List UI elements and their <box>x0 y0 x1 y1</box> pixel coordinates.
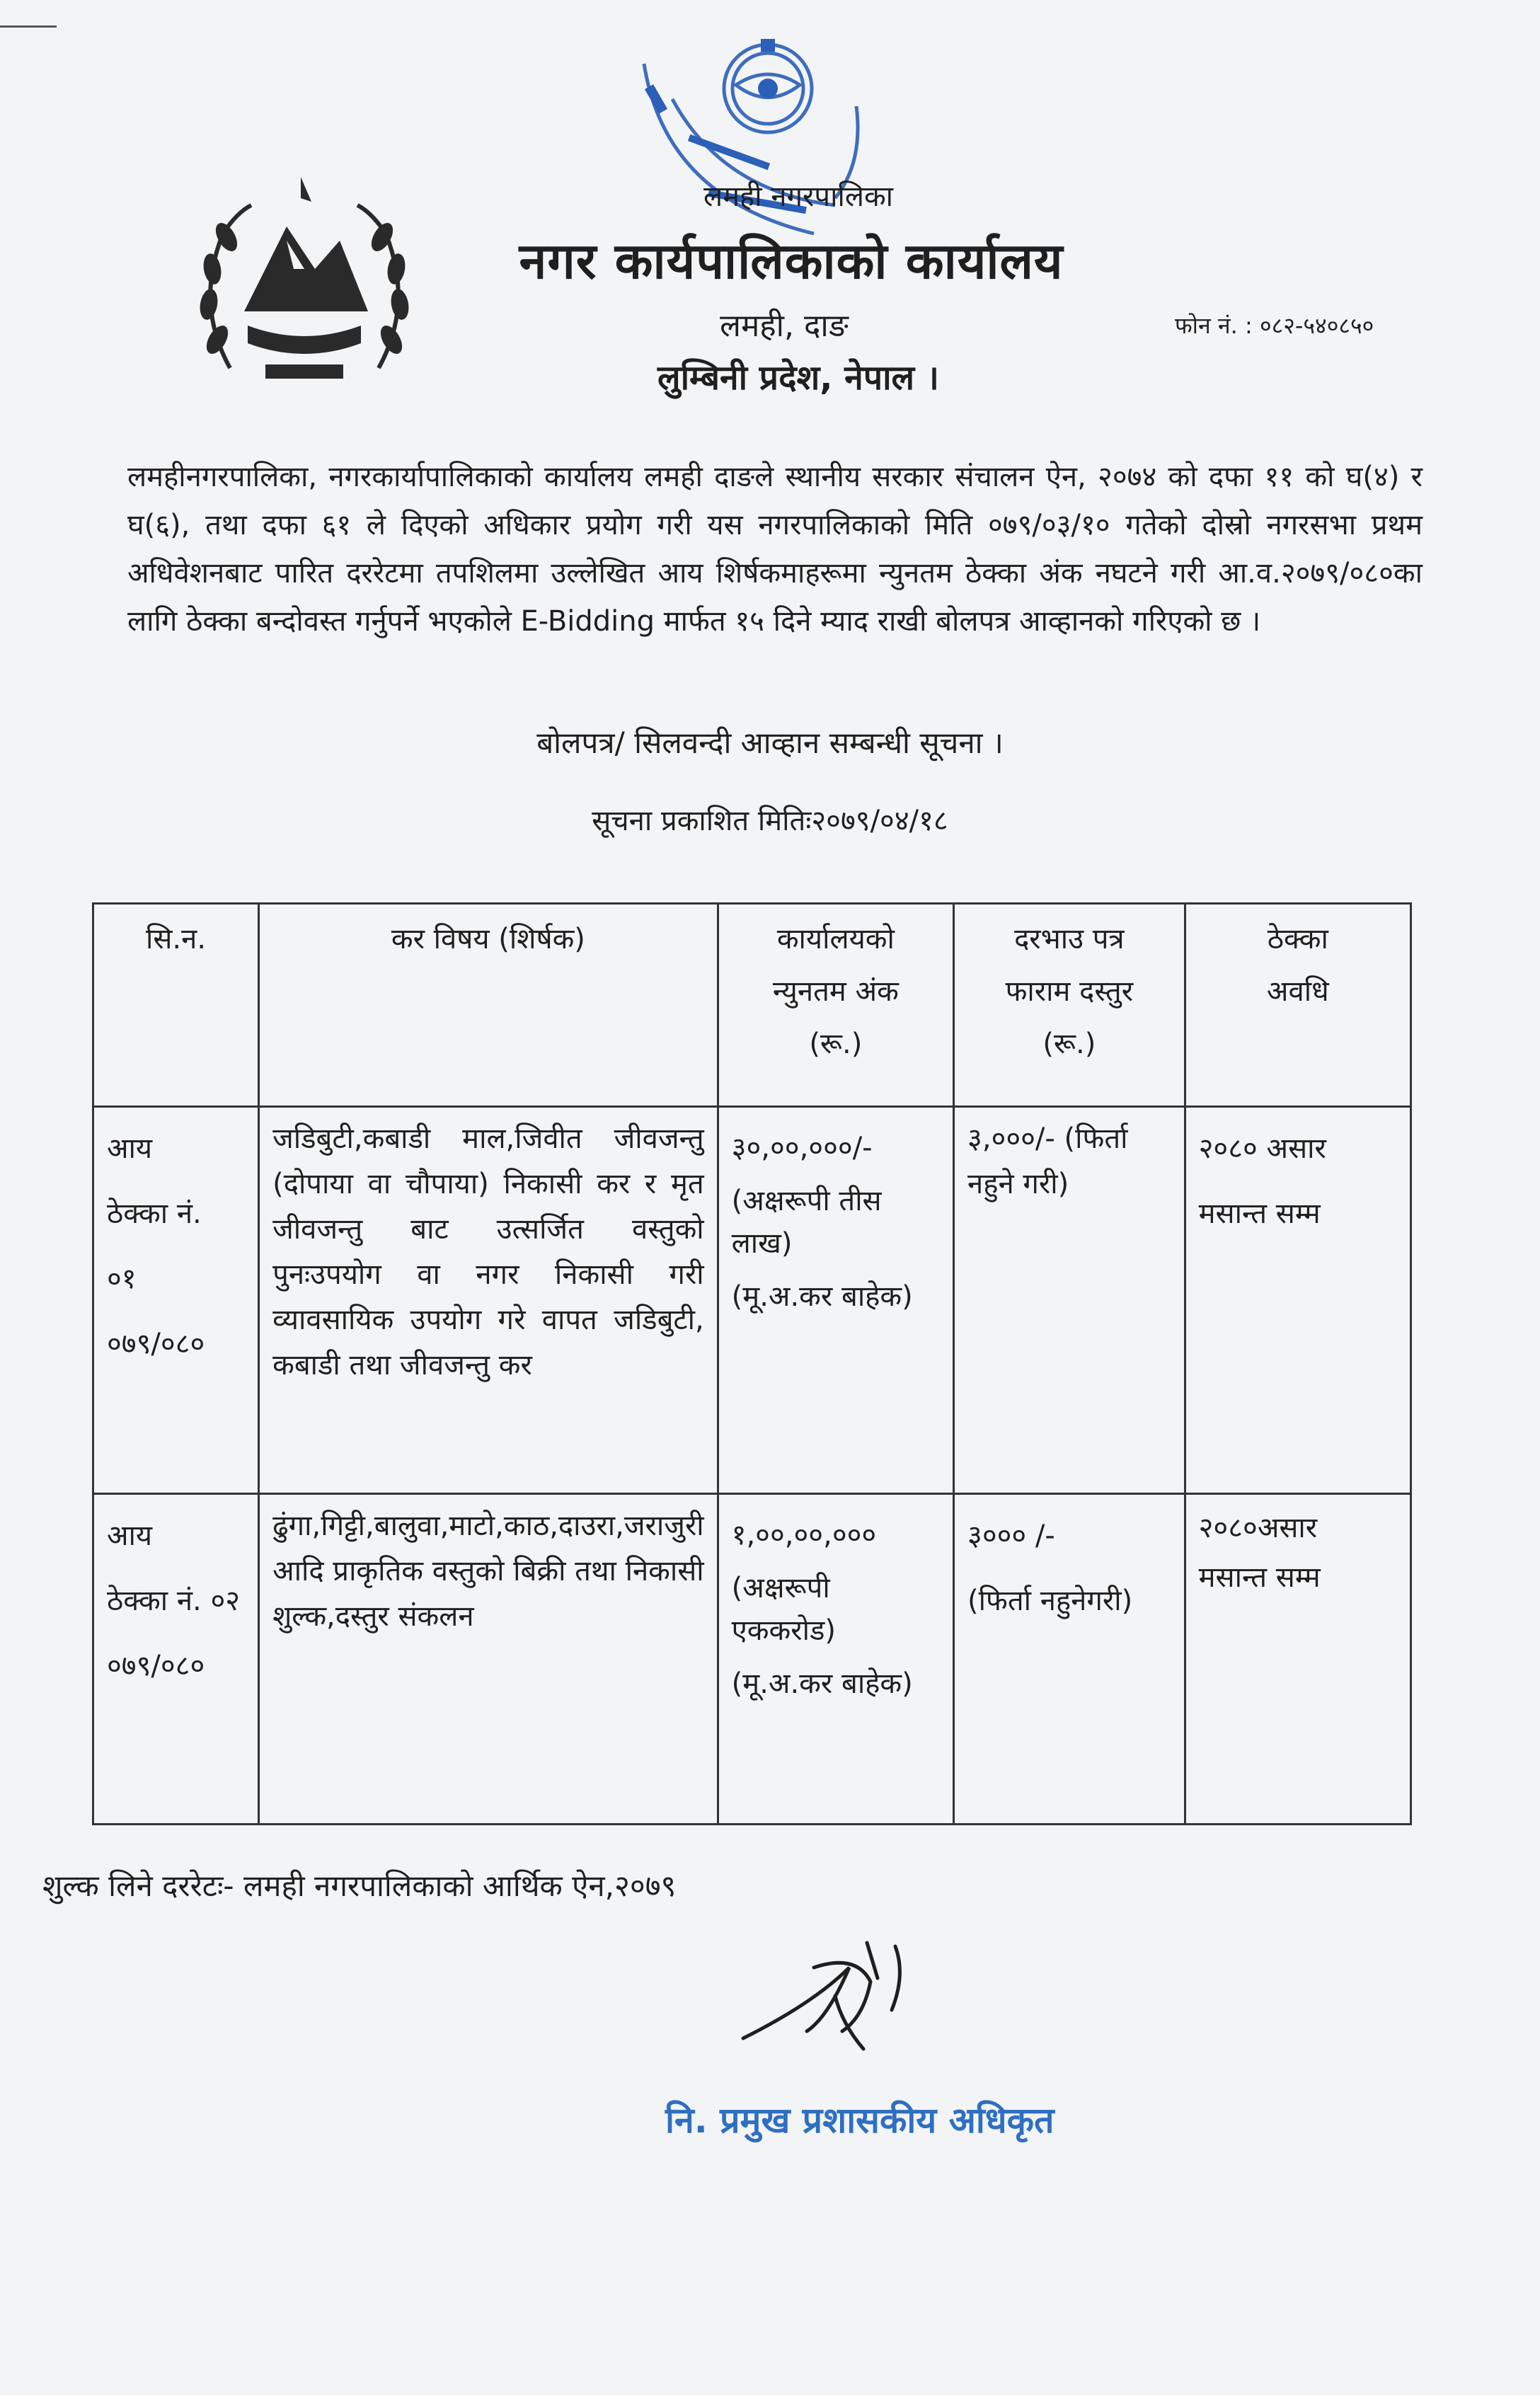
office-location: लमही, दाङ <box>720 308 849 344</box>
row2-period <box>1185 1494 1410 1825</box>
publication-date: सूचना प्रकाशित मितिः२०७९/०४/१८ <box>592 805 948 837</box>
row1-period-line: मसान्त सम्म <box>1198 1198 1321 1230</box>
row2-amount-figure: १,००,००,००० <box>731 1519 877 1551</box>
signatory-title: नि. प्रमुख प्रशासकीय अधिकृत <box>665 2100 1055 2141</box>
row1-amount-vat-note: (मू.अ.कर बाहेक) <box>731 1280 913 1313</box>
row1-sn <box>93 1107 259 1494</box>
intro-paragraph: लमहीनगरपालिका, नगरकार्यापालिकाको कार्यालय लमही दाङले स्थानीय सरकार संचालन ऐन, २०७४ को दफा ११ को घ(४) र घ(६), तथा दफा ६१ ले दिएको अधिकार प्रयोग गरी यस नगरपालिकाको मिति ०७९/०३/१० गतेको दोस्रो नगरसभा प्रथम अधिवेशनबाट पारित दररेटमा तपशिलमा उल्लेखित आय शिर्षकमाहरूमा न्युनतम ठेक्का अंक नघटने गरी आ.व.२०७९/०८०का लागि ठेक्का बन्दोवस्त गर्नुपर्ने भएकोले E-Bidding मार्फत १५ दिने म्याद राखी बोलपत्र आव्हानको गरिएको छ । <box>127 461 1423 638</box>
contract-table <box>92 902 1412 1825</box>
header-form-fee-line: (रू.) <box>1042 1028 1096 1060</box>
row1-fee: ३,०००/- (फिर्ता नहुने गरी) <box>954 1107 1185 1494</box>
row2-sn-line: ०७९/०८० <box>107 1650 205 1682</box>
municipality-name: लमही नगरपालिका <box>703 180 894 213</box>
row2-fee <box>954 1494 1185 1825</box>
row2-sn-line: आय <box>107 1520 153 1552</box>
header-min-amount-line: न्युनतम अंक <box>772 975 899 1008</box>
row2-sn-line: ठेक्का नं. ०२ <box>107 1585 241 1617</box>
header-sn: सि.न. <box>93 904 259 1107</box>
fee-rate-footnote: शुल्क लिने दररेटः- लमही नगरपालिकाको आर्थिक ऐन,२०७९ <box>42 1868 677 1903</box>
row1-period-line: २०८० असार <box>1198 1132 1326 1165</box>
row2-period-line: २०८०असार <box>1198 1512 1318 1544</box>
header-min-amount-line: कार्यालयको <box>776 923 895 955</box>
notice-subject: बोलपत्र/ सिलवन्दी आव्हान सम्बन्धी सूचना । <box>536 725 1004 760</box>
row1-sn-line: ०१ <box>107 1263 137 1295</box>
header-form-fee-line: दरभाउ पत्र <box>1014 923 1125 955</box>
row2-amount-words: (अक्षरूपी एककरोड) <box>731 1572 836 1647</box>
table-row <box>93 1107 1411 1494</box>
row1-amount <box>718 1107 953 1494</box>
row1-amount-words: (अक्षरूपी तीस लाख) <box>731 1185 882 1260</box>
header-subject: कर विषय (शिर्षक) <box>259 904 718 1107</box>
header-form-fee <box>954 904 1185 1107</box>
header-period <box>1185 904 1410 1107</box>
header-period-line: अवधि <box>1266 975 1329 1008</box>
header-min-amount-line: (रू.) <box>809 1028 863 1060</box>
phone-number: फोन नं. : ०८२-५४०८५० <box>1175 312 1374 339</box>
office-stamp-icon <box>623 21 920 255</box>
row1-sn-line: आय <box>107 1132 153 1165</box>
table-row <box>93 1494 1411 1825</box>
row2-period-line: मसान्त सम्म <box>1198 1561 1321 1594</box>
row2-sn <box>93 1494 259 1825</box>
signature-icon <box>729 1925 962 2060</box>
row2-fee-line: ३००० /- <box>967 1520 1055 1552</box>
row1-subject: जडिबुटी,कबाडी माल,जिवीत जीवजन्तु (दोपाया वा चौपाया) निकासी कर र मृत जीवजन्तु बाट उत्सर्जित वस्तुको पुनःउपयोग वा नगर निकासी गरी व्यावसायिक उपयोग गरे वापत जडिबुटी, कबाडी तथा जीवजन्तु कर <box>259 1107 718 1494</box>
row1-amount-figure: ३०,००,०००/- <box>731 1132 873 1164</box>
office-title: नगर कार्यपालिकाको कार्यालय <box>519 232 1064 290</box>
row1-sn-line: ठेक्का नं. <box>107 1198 202 1230</box>
header-period-line: ठेक्का <box>1267 923 1328 955</box>
scan-edge-line <box>0 25 57 28</box>
province-name: लुम्बिनी प्रदेश, नेपाल । <box>657 358 939 398</box>
row1-sn-line: ०७९/०८० <box>107 1328 205 1360</box>
header-min-amount <box>718 904 953 1107</box>
header-form-fee-line: फाराम दस्तुर <box>1005 975 1134 1008</box>
row2-subject: ढुंगा,गिट्टी,बालुवा,माटो,काठ,दाउरा,जराजुरी आदि प्राकृतिक वस्तुको बिक्री तथा निकासी शुल्क,दस्तुर संकलन <box>259 1494 718 1825</box>
row2-amount <box>718 1494 953 1825</box>
table-header-row <box>93 904 1411 1107</box>
row2-fee-line: (फिर्ता नहुनेगरी) <box>967 1585 1133 1617</box>
row1-period <box>1185 1107 1410 1494</box>
row2-amount-vat-note: (मू.अ.कर बाहेक) <box>731 1667 913 1700</box>
